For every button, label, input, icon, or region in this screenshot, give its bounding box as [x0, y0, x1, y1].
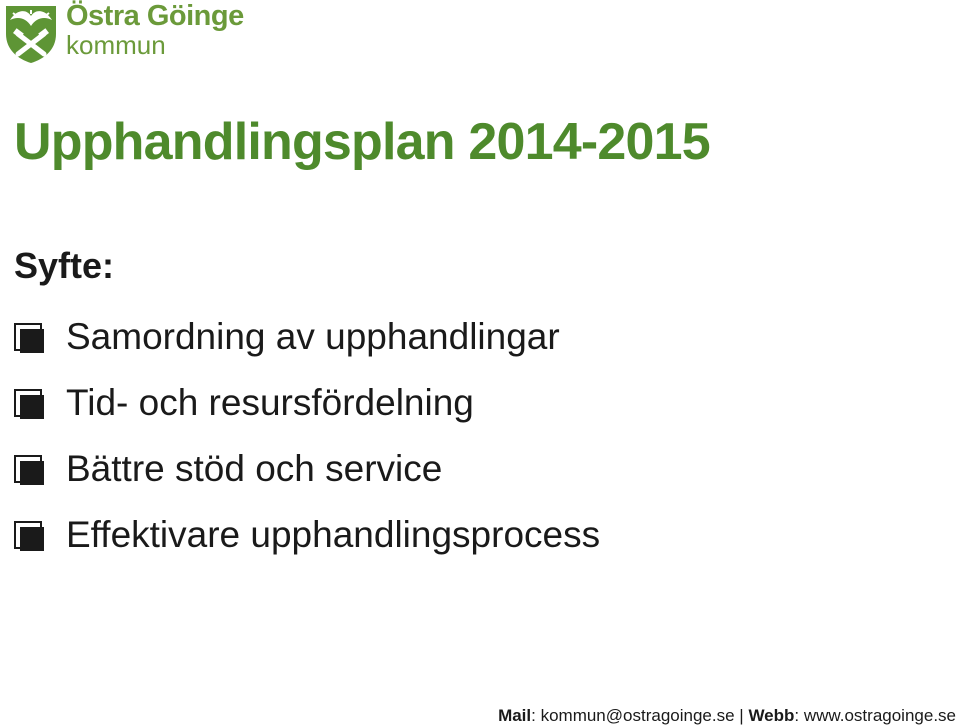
logo-name: Östra Göinge: [66, 0, 244, 32]
municipal-shield-icon: [4, 4, 58, 64]
checkbox-bullet-icon: [14, 323, 42, 351]
slide-title: Upphandlingsplan 2014-2015: [14, 113, 710, 171]
bullet-text: Effektivare upphandlingsprocess: [66, 514, 601, 555]
bullet-text: Samordning av upphandlingar: [66, 316, 560, 357]
footer-separator: |: [739, 706, 744, 725]
checkbox-bullet-icon: [14, 521, 42, 549]
checkbox-bullet-icon: [14, 389, 42, 417]
contact-footer: Mail: kommun@ostragoinge.se | Webb: www.ostragoinge.se: [498, 706, 956, 725]
slide-subtitle: Syfte:: [14, 245, 115, 286]
bullet-text: Bättre stöd och service: [66, 448, 443, 489]
logo: [4, 0, 244, 64]
bullet-text: Tid- och resursfördelning: [66, 382, 474, 423]
logo-wordmark: [66, 2, 244, 58]
mail-address[interactable]: kommun@ostragoinge.se: [540, 706, 735, 725]
checkbox-bullet-icon: [14, 455, 42, 483]
list-item: [14, 436, 600, 502]
list-item: [14, 370, 600, 436]
logo-subname: kommun: [66, 30, 166, 60]
bullet-list: [14, 304, 600, 568]
list-item: [14, 304, 600, 370]
web-label: Webb: [748, 706, 795, 725]
mail-label: Mail: [498, 706, 532, 725]
web-address[interactable]: www.ostragoinge.se: [803, 706, 956, 725]
list-item: [14, 502, 600, 568]
